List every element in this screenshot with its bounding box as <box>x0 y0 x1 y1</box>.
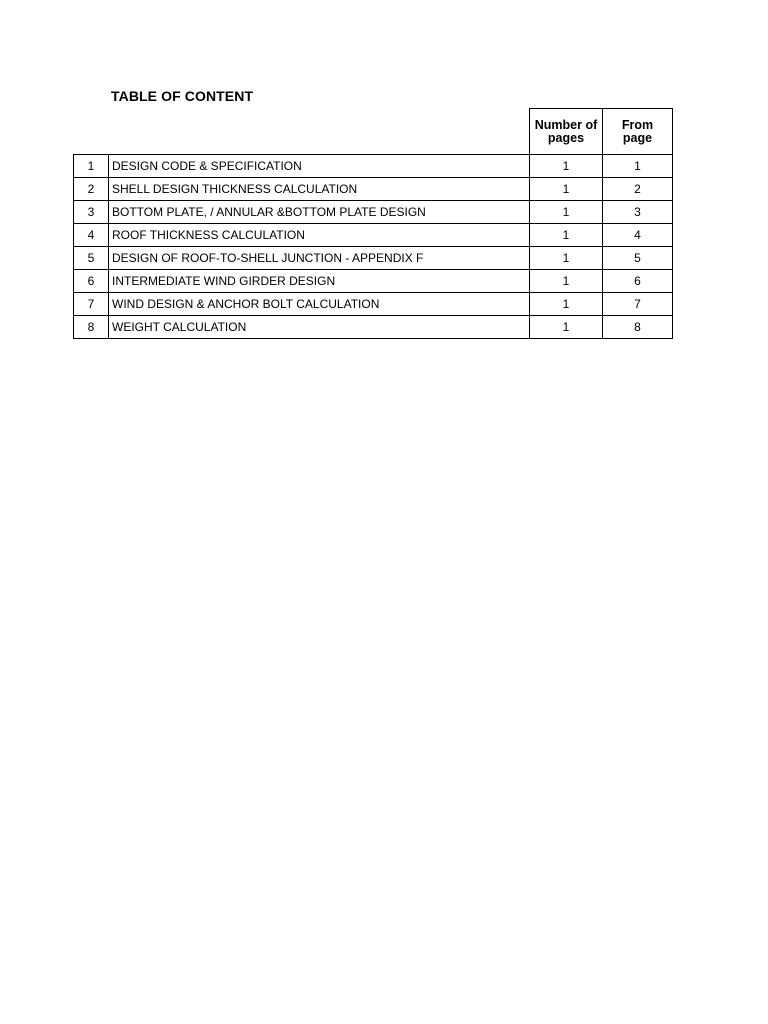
header-from-line1: From <box>621 117 654 132</box>
header-blank-title <box>109 109 530 155</box>
table-of-contents <box>73 108 673 339</box>
row-number: 8 <box>74 316 109 339</box>
document-title: TABLE OF CONTENT <box>111 88 254 104</box>
row-title: WIND DESIGN & ANCHOR BOLT CALCULATION <box>109 293 530 316</box>
row-page-count: 1 <box>530 316 603 339</box>
row-page-count: 1 <box>530 178 603 201</box>
table-row <box>74 316 673 339</box>
row-from-page: 2 <box>603 178 673 201</box>
row-title: WEIGHT CALCULATION <box>109 316 530 339</box>
row-title: DESIGN OF ROOF-TO-SHELL JUNCTION - APPENDIX F <box>109 247 530 270</box>
header-pages-line1: Number of <box>534 117 598 132</box>
table-row <box>74 201 673 224</box>
header-blank-num <box>74 109 109 155</box>
table-row <box>74 293 673 316</box>
row-from-page: 7 <box>603 293 673 316</box>
table-row <box>74 247 673 270</box>
row-from-page: 5 <box>603 247 673 270</box>
row-number: 6 <box>74 270 109 293</box>
row-number: 3 <box>74 201 109 224</box>
row-from-page: 1 <box>603 155 673 178</box>
table-row <box>74 178 673 201</box>
row-title: INTERMEDIATE WIND GIRDER DESIGN <box>109 270 530 293</box>
row-from-page: 6 <box>603 270 673 293</box>
row-page-count: 1 <box>530 247 603 270</box>
row-from-page: 4 <box>603 224 673 247</box>
row-from-page: 8 <box>603 316 673 339</box>
row-title: SHELL DESIGN THICKNESS CALCULATION <box>109 178 530 201</box>
header-pages-line2: pages <box>547 130 585 145</box>
row-page-count: 1 <box>530 293 603 316</box>
row-page-count: 1 <box>530 270 603 293</box>
row-page-count: 1 <box>530 155 603 178</box>
row-number: 7 <box>74 293 109 316</box>
row-title: BOTTOM PLATE, / ANNULAR &BOTTOM PLATE DESIGN <box>109 201 530 224</box>
row-number: 4 <box>74 224 109 247</box>
table-row <box>74 155 673 178</box>
header-from-page <box>603 109 673 155</box>
row-title: ROOF THICKNESS CALCULATION <box>109 224 530 247</box>
row-title: DESIGN CODE & SPECIFICATION <box>109 155 530 178</box>
row-from-page: 3 <box>603 201 673 224</box>
header-number-of-pages <box>530 109 603 155</box>
table-header-row <box>74 109 673 155</box>
row-number: 2 <box>74 178 109 201</box>
row-page-count: 1 <box>530 201 603 224</box>
table-row <box>74 270 673 293</box>
row-number: 1 <box>74 155 109 178</box>
row-number: 5 <box>74 247 109 270</box>
row-page-count: 1 <box>530 224 603 247</box>
table-row <box>74 224 673 247</box>
header-from-line2: page <box>622 130 653 145</box>
